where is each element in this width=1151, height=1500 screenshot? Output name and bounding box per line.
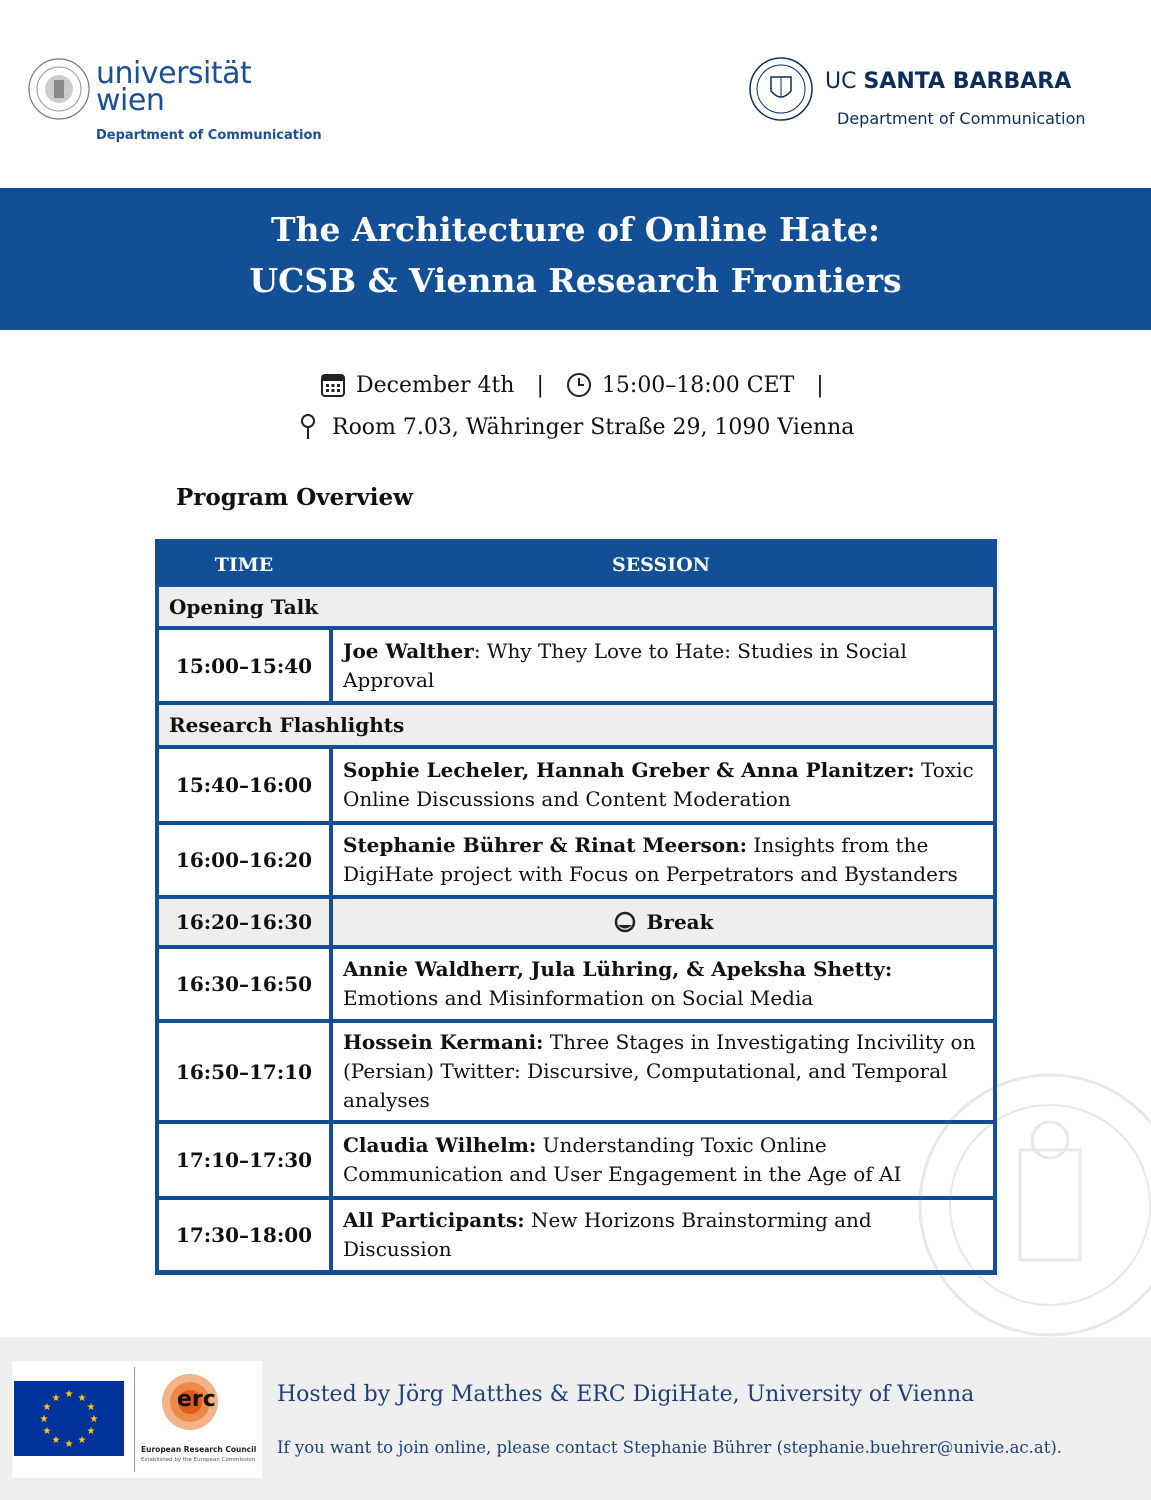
univie-wordmark: universität wien [96, 56, 252, 118]
event-date: December 4th [356, 372, 515, 398]
break-cell [333, 899, 993, 945]
ucsb-seal-icon [749, 57, 813, 121]
session-title: Emotions and Misinformation on Social Media [343, 986, 814, 1010]
event-title-line1: The Architecture of Online Hate: [270, 210, 881, 249]
speaker-names: Stephanie Bührer & Rinat Meerson: [343, 833, 748, 857]
session-title: New Horizons Brainstorming and Discussion [343, 1208, 872, 1261]
time-cell: 16:50–17:10 [159, 1023, 329, 1120]
event-title-line2: UCSB & Vienna Research Frontiers [249, 261, 902, 300]
time-cell: 17:10–17:30 [159, 1124, 329, 1196]
event-location [298, 410, 854, 444]
table-row [159, 1200, 993, 1270]
section-opening-talk: Opening Talk [159, 587, 993, 626]
time-cell: 16:00–16:20 [159, 825, 329, 895]
time-column-header: TIME [214, 554, 274, 576]
hosted-by-text: Hosted by Jörg Matthes & ERC DigiHate, University of Vienna [277, 1382, 975, 1407]
calendar-icon [320, 372, 346, 398]
svg-text:★: ★ [86, 1426, 96, 1437]
time-cell: 16:30–16:50 [159, 949, 329, 1019]
svg-text:★: ★ [42, 1402, 52, 1413]
time-cell: 15:00–15:40 [159, 630, 329, 701]
session-title: Understanding Toxic Online Communication and User Engagement in the Age of AI [343, 1133, 902, 1186]
speaker-names: Sophie Lecheler, Hannah Greber & Anna Planitzer: [343, 758, 915, 782]
erc-logo [134, 1367, 261, 1472]
separator: | [816, 372, 824, 398]
session-title: Toxic Online Discussions and Content Moderation [343, 758, 974, 811]
clock-icon [566, 372, 592, 398]
ucsb-department: Department of Communication [837, 109, 1086, 128]
univie-seal-watermark-icon [905, 1060, 1151, 1350]
svg-text:★: ★ [64, 1439, 74, 1450]
ucsb-logo [745, 55, 1125, 135]
contact-text: If you want to join online, please contact Stephanie Bührer (stephanie.buehrer@univie.ac.at). [277, 1438, 1063, 1457]
event-time: 15:00–18:00 CET [601, 372, 795, 398]
session-column-header: SESSION [611, 554, 711, 576]
svg-text:★: ★ [86, 1402, 96, 1413]
table-row [159, 949, 993, 1019]
svg-text:★: ★ [42, 1426, 52, 1437]
speaker-names: All Participants: [343, 1208, 525, 1232]
separator: | [536, 372, 544, 398]
speaker-names: Annie Waldherr, Jula Lühring, & Apeksha Shetty: [343, 957, 893, 981]
session-cell [333, 1124, 993, 1196]
session-cell [333, 1023, 993, 1120]
session-cell [333, 1200, 993, 1270]
speaker-names: Hossein Kermani: [343, 1030, 544, 1054]
session-title: : Why They Love to Hate: Studies in Social Approval [343, 638, 907, 692]
funder-logos [12, 1361, 262, 1478]
table-row [159, 749, 993, 821]
session-title: Insights from the DigiHate project with Focus on Perpetrators and Bystanders [343, 833, 958, 886]
speaker-names: Claudia Wilhelm: [343, 1133, 537, 1157]
event-date-time [320, 368, 836, 402]
speaker-names: Joe Walther [343, 638, 474, 663]
svg-text:★: ★ [77, 1435, 87, 1446]
session-cell [333, 825, 993, 895]
univie-department: Department of Communication [96, 128, 322, 143]
svg-text:★: ★ [51, 1435, 61, 1446]
eu-flag-icon [14, 1381, 124, 1456]
event-address: Room 7.03, Währinger Straße 29, 1090 Vienna [332, 414, 855, 440]
erc-subtitle: Established by the European Commission [141, 1457, 256, 1463]
section-research-flashlights: Research Flashlights [159, 705, 993, 745]
section-row [159, 705, 993, 745]
ucsb-wordmark: UC SANTA BARBARA [825, 69, 1072, 94]
table-row [159, 630, 993, 701]
svg-text:★: ★ [89, 1414, 99, 1425]
table-row [159, 1023, 993, 1120]
session-cell [333, 949, 993, 1019]
svg-text:★: ★ [77, 1393, 87, 1404]
location-pin-icon [298, 413, 318, 441]
table-header [159, 543, 993, 587]
title-banner [0, 188, 1151, 330]
session-title: Three Stages in Investigating Incivility on (Persian) Twitter: Discursive, Computational, and Temporal analyses [343, 1030, 976, 1112]
break-row [159, 899, 993, 945]
time-cell: 15:40–16:00 [159, 749, 329, 821]
svg-text:★: ★ [64, 1389, 74, 1400]
footer [0, 1337, 1151, 1500]
coffee-icon [613, 910, 637, 934]
erc-short-name: erc [177, 1387, 216, 1412]
schedule-table [155, 539, 997, 1275]
svg-text:★: ★ [51, 1393, 61, 1404]
break-label: Break [646, 909, 714, 934]
table-row [159, 825, 993, 895]
time-cell: 16:20–16:30 [159, 899, 329, 945]
session-cell [333, 630, 993, 701]
svg-text:★: ★ [39, 1414, 49, 1425]
erc-full-name: European Research Council [141, 1445, 257, 1454]
univie-seal-icon [28, 58, 90, 120]
section-row [159, 587, 993, 626]
program-heading: Program Overview [176, 484, 413, 511]
session-cell [333, 749, 993, 821]
time-cell: 17:30–18:00 [159, 1200, 329, 1270]
univie-logo [28, 58, 328, 153]
table-row [159, 1124, 993, 1196]
